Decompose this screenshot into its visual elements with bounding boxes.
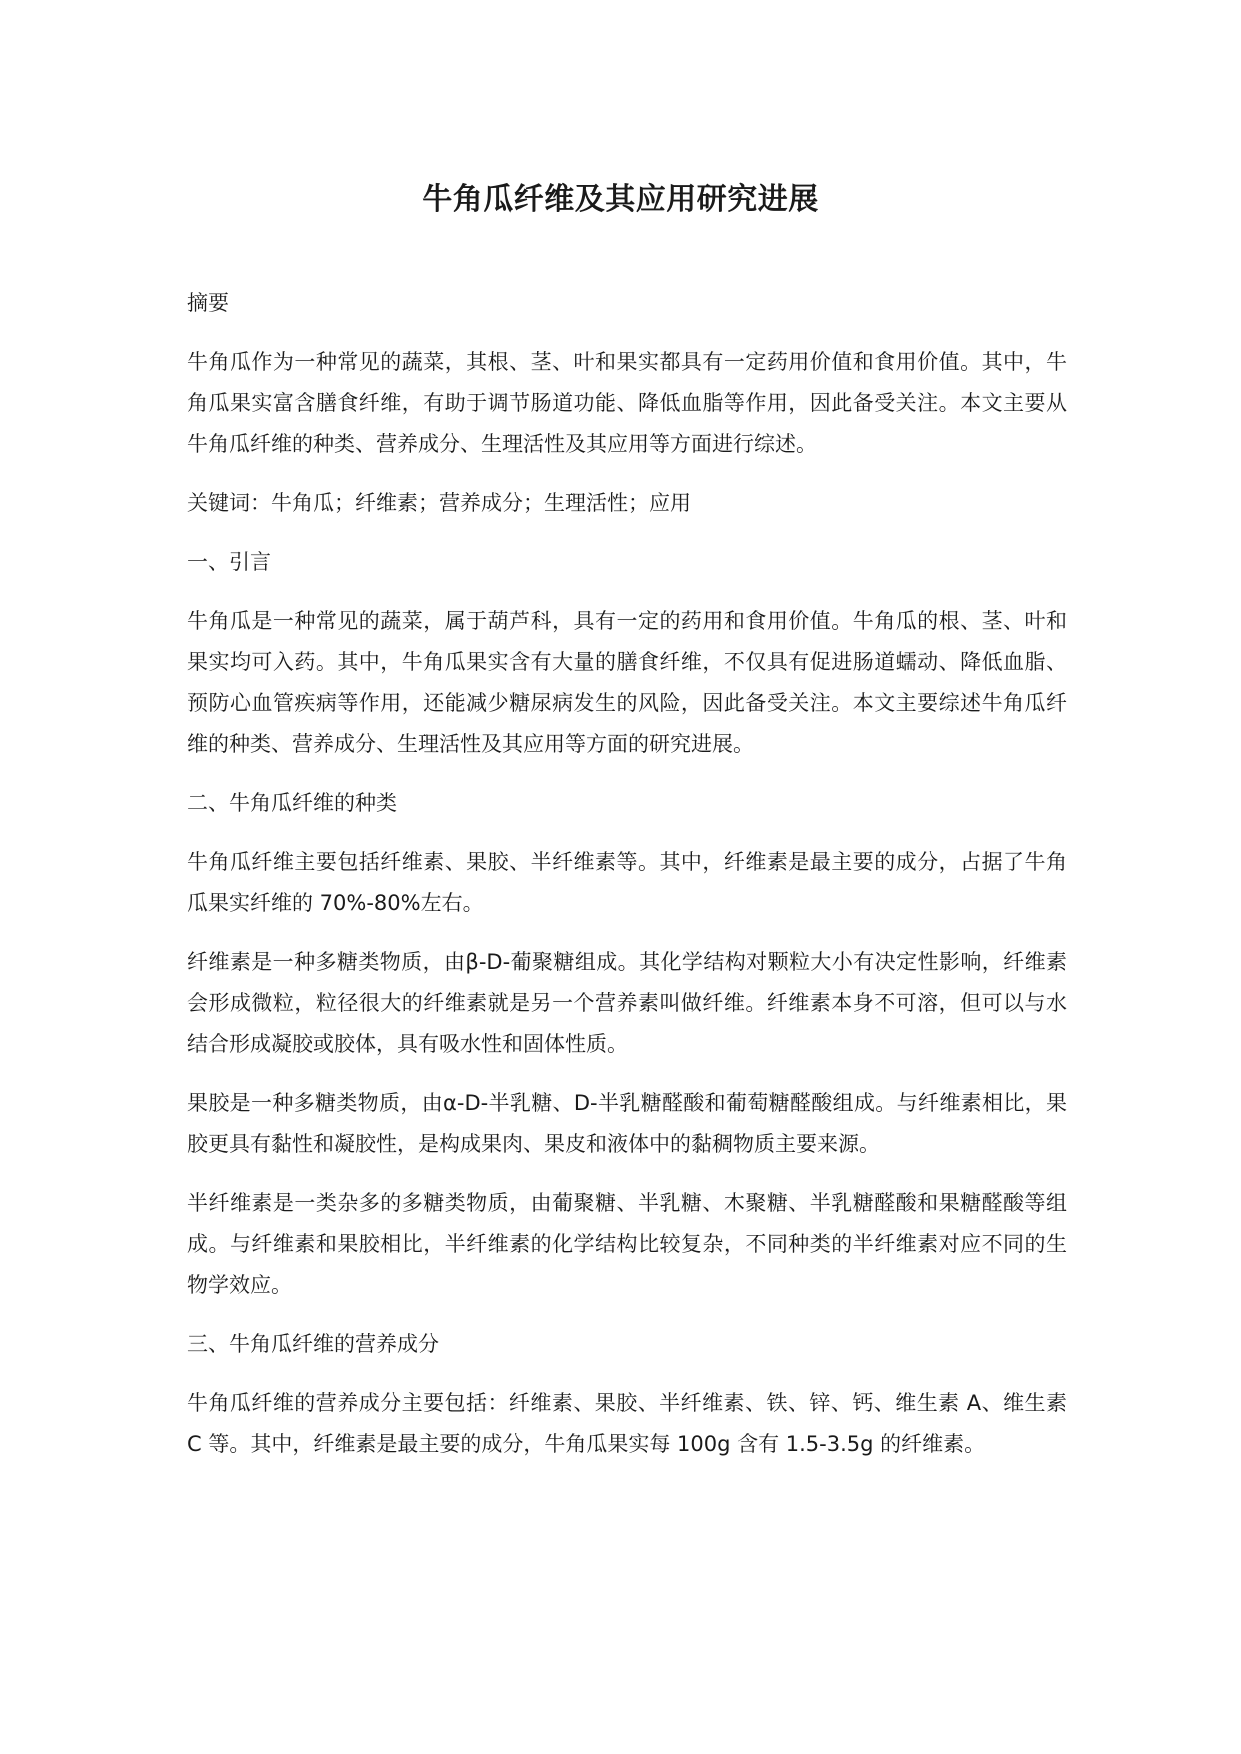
body-paragraph: 牛角瓜是一种常见的蔬菜，属于葫芦科，具有一定的药用和食用价值。牛角瓜的根、茎、叶和果实均可入药。其中，牛角瓜果实含有大量的膳食纤维，不仅具有促进肠道蠕动、降低血脂、预防心血管疾病等作用，还能减少糖尿病发生的风险，因此备受关注。本文主要综述牛角瓜纤维的种类、营养成分、生理活性及其应用等方面的研究进展。 [187,609,1067,756]
abstract-paragraph: 牛角瓜作为一种常见的蔬菜，其根、茎、叶和果实都具有一定药用价值和食用价值。其中，牛角瓜果实富含膳食纤维，有助于调节肠道功能、降低血脂等作用，因此备受关注。本文主要从牛角瓜纤维的种类、营养成分、生理活性及其应用等方面进行综述。 [187,350,1067,456]
keywords-line: 关键词：牛角瓜；纤维素；营养成分；生理活性；应用 [187,491,691,515]
section-heading-fiber-types: 二、牛角瓜纤维的种类 [187,791,397,815]
section-heading-introduction: 一、引言 [187,550,271,574]
body-paragraph: 半纤维素是一类杂多的多糖类物质，由葡聚糖、半乳糖、木聚糖、半乳糖醛酸和果糖醛酸等组成。与纤维素和果胶相比，半纤维素的化学结构比较复杂，不同种类的半纤维素对应不同的生物学效应。 [187,1191,1067,1297]
body-paragraph: 果胶是一种多糖类物质，由α-D-半乳糖、D-半乳糖醛酸和葡萄糖醛酸组成。与纤维素相比，果胶更具有黏性和凝胶性，是构成果肉、果皮和液体中的黏稠物质主要来源。 [187,1091,1067,1156]
body-paragraph: 牛角瓜纤维的营养成分主要包括：纤维素、果胶、半纤维素、铁、锌、钙、维生素 A、维生素 C 等。其中，纤维素是最主要的成分，牛角瓜果实每 100g 含有 1.5-3.5g 的纤维素。 [187,1391,1067,1456]
body-paragraph: 牛角瓜纤维主要包括纤维素、果胶、半纤维素等。其中，纤维素是最主要的成分，占据了牛角瓜果实纤维的 70%-80%左右。 [187,850,1067,915]
section-heading-nutrition: 三、牛角瓜纤维的营养成分 [187,1332,439,1356]
body-paragraph: 纤维素是一种多糖类物质，由β-D-葡聚糖组成。其化学结构对颗粒大小有决定性影响，纤维素会形成微粒，粒径很大的纤维素就是另一个营养素叫做纤维。纤维素本身不可溶，但可以与水结合形成凝胶或胶体，具有吸水性和固体性质。 [187,950,1067,1056]
document-body [187,283,1067,1483]
abstract-heading: 摘要 [187,291,229,315]
document-title: 牛角瓜纤维及其应用研究进展 [422,182,819,217]
